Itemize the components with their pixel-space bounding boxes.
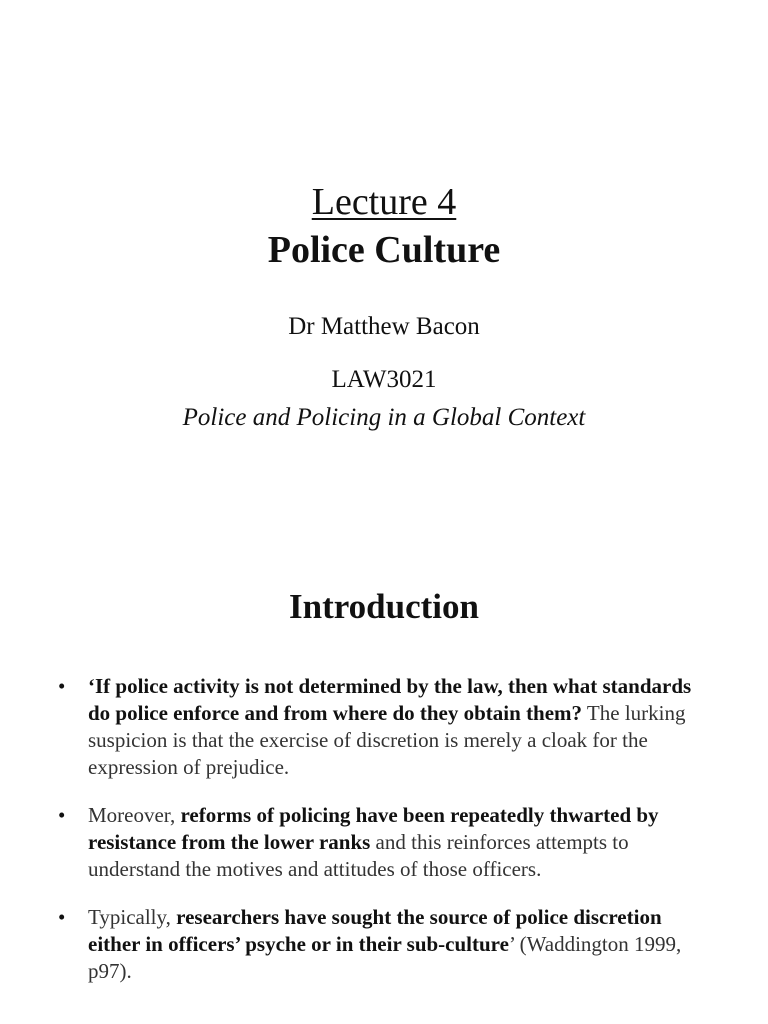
bullet-bold-text: ‘If police activity is not determined by the law, then what standards do police enforce and from where do they obtain them? [88,674,692,725]
bullet-icon: • [58,905,66,929]
section-heading: Introduction [289,587,479,626]
bullet-lead-text: Moreover, [88,803,181,827]
bullet-item [58,802,708,883]
bullet-text: The lurking suspicion is that the exercise of discretion is merely a cloak for the expression of prejudice. [88,701,686,779]
lecture-number: Lecture 4 [311,181,457,223]
course-name: Police and Policing in a Global Context [182,404,586,431]
lecture-title: Police Culture [267,229,501,271]
bullet-item [58,904,708,985]
author-name: Dr Matthew Bacon [288,313,480,340]
bullet-list [58,673,708,1006]
introduction-slide [0,560,768,1024]
bullet-bold-text: reforms of policing have been repeatedly thwarted by resistance from the lower ranks [88,803,659,854]
bullet-bold-text: researchers have sought the source of police discretion either in officers’ psyche or in their sub-culture [88,905,662,956]
bullet-lead-text: Typically, [88,905,177,929]
bullet-text: and this reinforces attempts to understand the motives and attitudes of those officers. [88,830,629,881]
bullet-icon: • [58,803,66,827]
bullet-item [58,673,708,781]
bullet-text: ’ (Waddington 1999, p97). [88,932,682,983]
bullet-icon: • [58,674,66,698]
course-code: LAW3021 [331,366,437,393]
